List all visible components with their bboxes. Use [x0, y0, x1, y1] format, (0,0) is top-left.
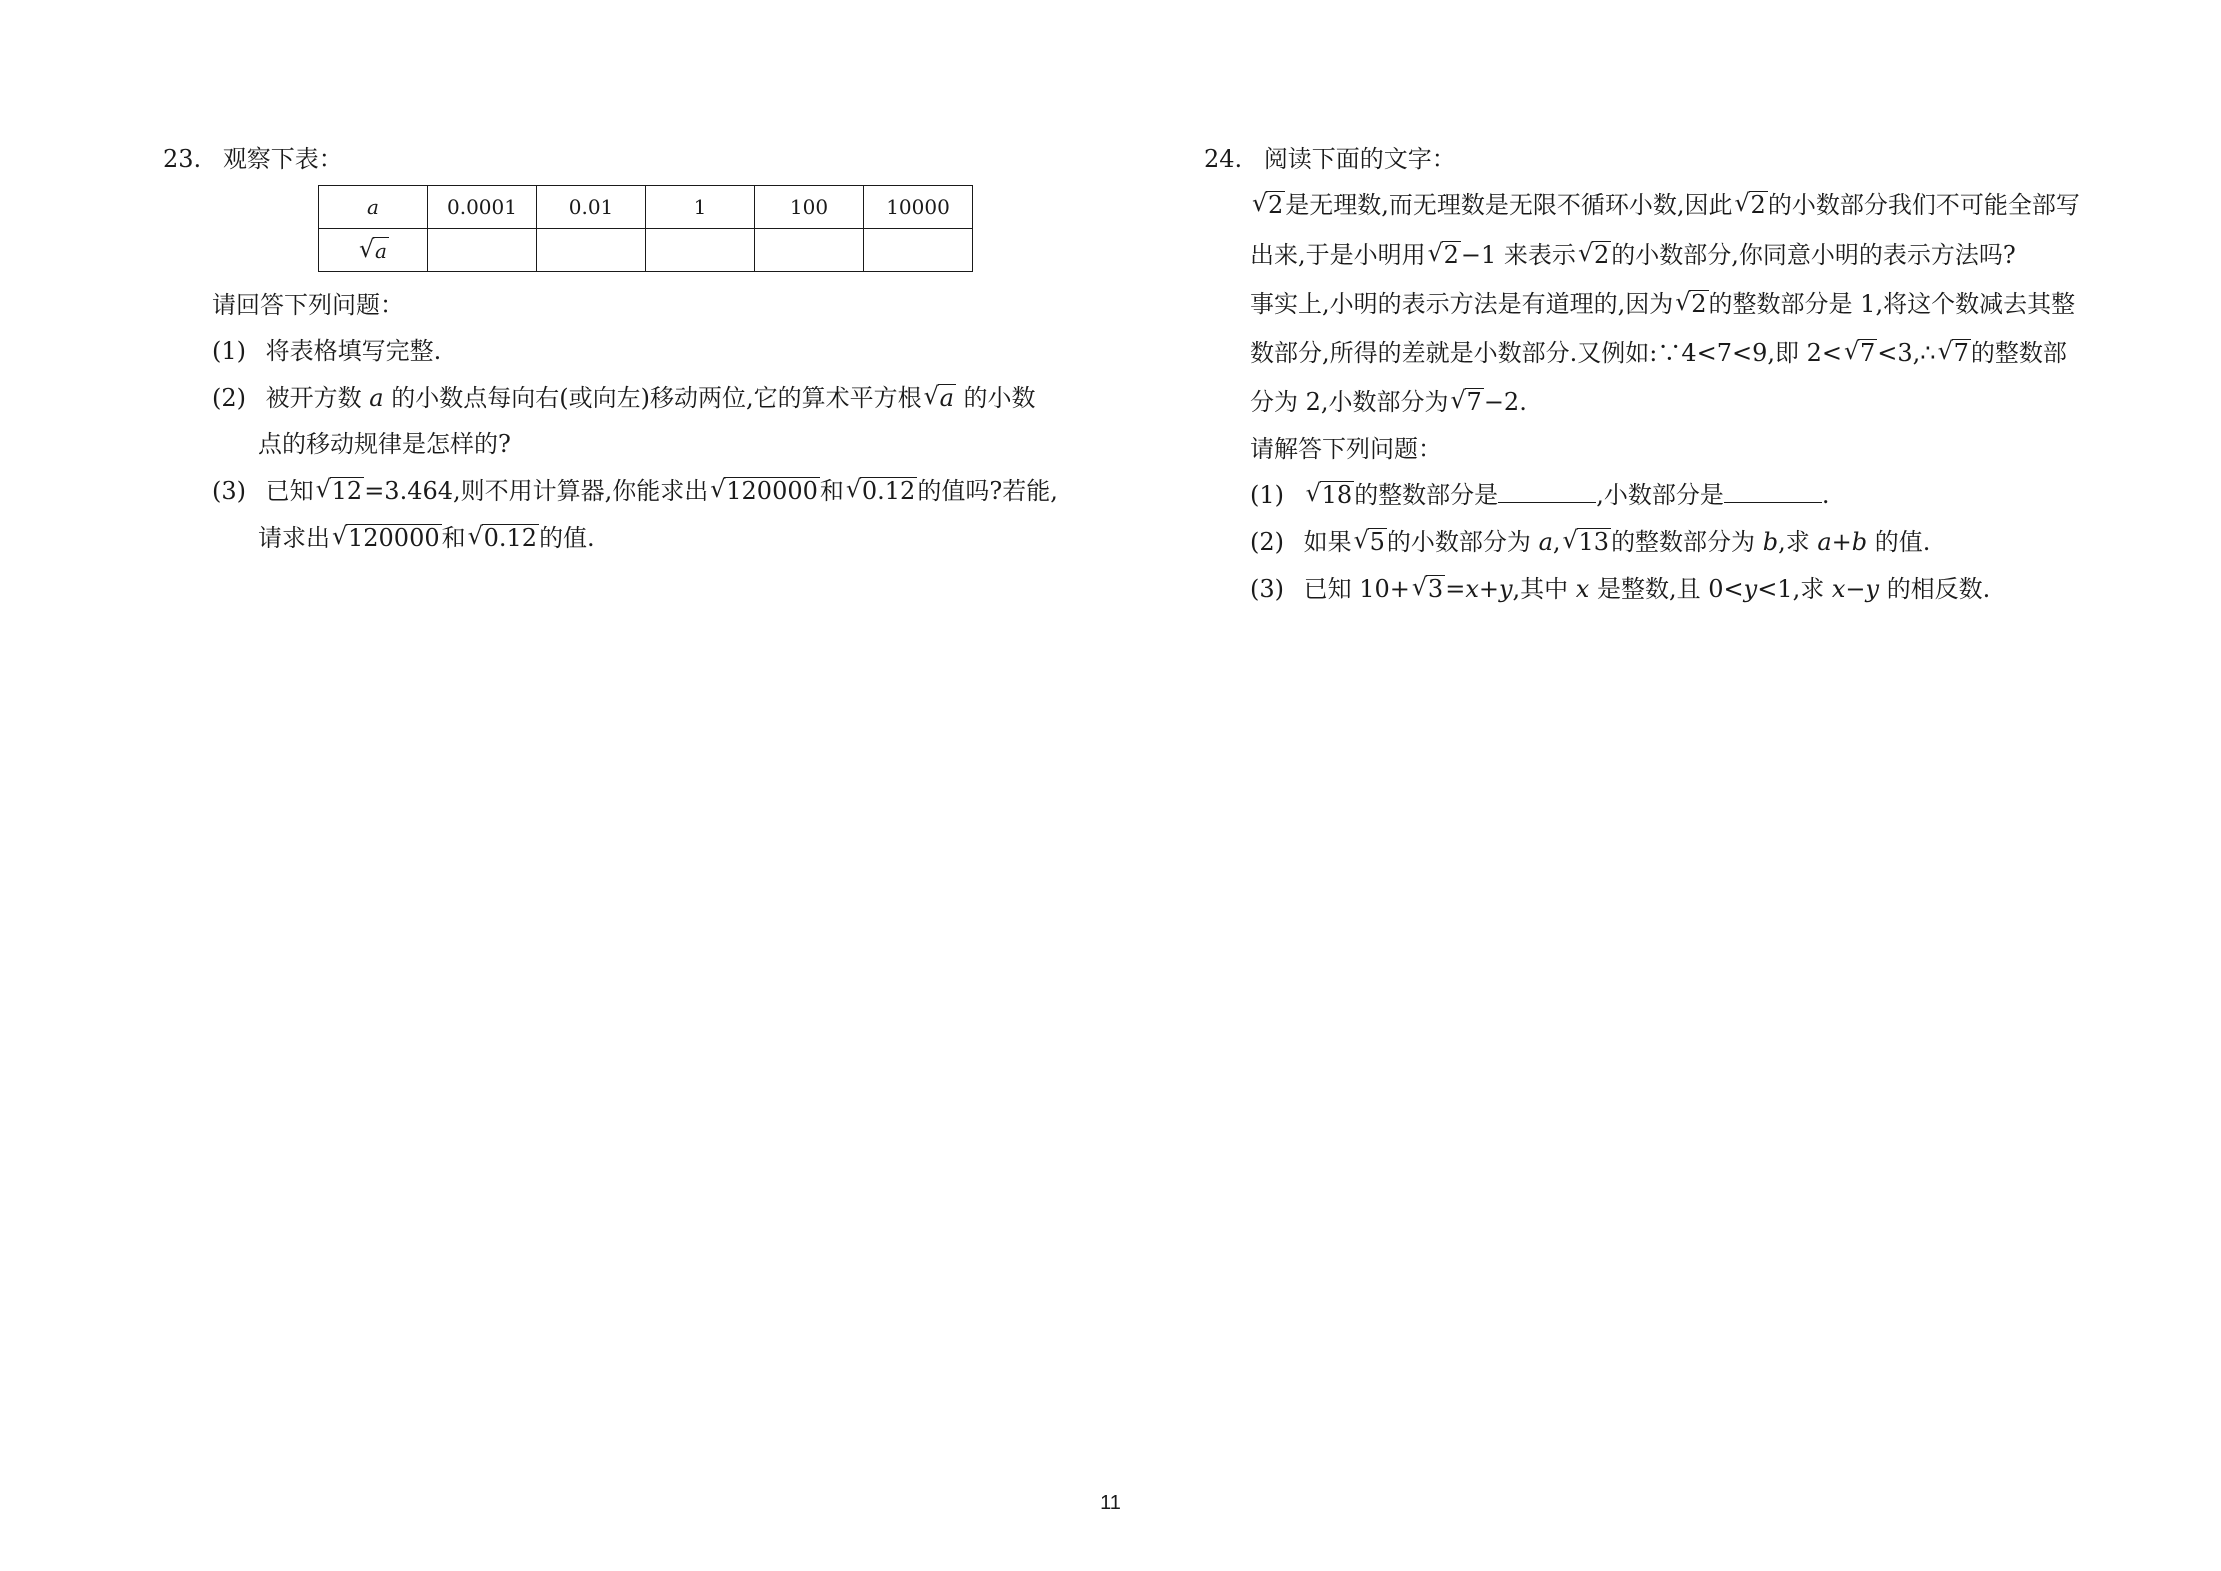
- table-cell-empty: [537, 229, 646, 272]
- q24-title: 阅读下面的文字：: [1263, 145, 1456, 173]
- table-cell: 100: [755, 186, 864, 229]
- observation-table: [318, 185, 973, 272]
- table-cell-empty: [864, 229, 973, 272]
- table-row: [319, 186, 973, 229]
- table-header-sqrt-a: √ a: [319, 229, 428, 272]
- answer-blank[interactable]: [1724, 480, 1822, 503]
- q24-prompt: 请解答下列问题：: [1250, 435, 1442, 463]
- table-cell: 1: [646, 186, 755, 229]
- q24-part-2: (2) 如果√ 5的小数部分为 a,√ 13的整数部分为 b,求 a+b 的值.: [1250, 525, 1930, 559]
- table-header-a: a: [319, 186, 428, 229]
- q24-header: [1204, 142, 1456, 176]
- table-cell: 0.01: [537, 186, 646, 229]
- q23-part-2-cont: 点的移动规律是怎样的?: [258, 430, 511, 458]
- q23-header: [163, 142, 343, 176]
- table-cell-empty: [428, 229, 537, 272]
- q24-text-line-4: 数部分,所得的差就是小数部分.又例如:∵4<7<9,即 2<√ 7<3,∴√ 7的整数部: [1250, 336, 2067, 370]
- table-row: [319, 229, 973, 272]
- q23-number: 23.: [163, 145, 202, 173]
- q24-text-line-3: 事实上,小明的表示方法是有道理的,因为√ 2的整数部分是 1,将这个数减去其整: [1250, 287, 2075, 321]
- table-cell-empty: [646, 229, 755, 272]
- table-cell: 10000: [864, 186, 973, 229]
- q24-number: 24.: [1204, 145, 1243, 173]
- table-cell-empty: [755, 229, 864, 272]
- q24-text-line-5: 分为 2,小数部分为√ 7−2.: [1250, 385, 1527, 419]
- q23-title: 观察下表：: [222, 145, 343, 173]
- q24-part-1: (1) √ 18的整数部分是 ,小数部分是 .: [1250, 478, 1829, 512]
- q24-text-line-2: 出来,于是小明用√ 2−1 来表示√ 2的小数部分,你同意小明的表示方法吗?: [1250, 238, 2016, 272]
- table-cell: 0.0001: [428, 186, 537, 229]
- q23-part-3: (3) 已知√ 12=3.464,则不用计算器,你能求出√ 120000和√ 0.12的值吗?若能,: [212, 474, 1058, 508]
- q23-part-2: (2) 被开方数 a 的小数点每向右(或向左)移动两位,它的算术平方根√ a 的小数: [212, 381, 1036, 415]
- q23-part-1: (1) 将表格填写完整.: [212, 337, 442, 365]
- q23-prompt: 请回答下列问题：: [212, 291, 404, 319]
- q24-text-line-1: √ 2是无理数,而无理数是无限不循环小数,因此√ 2的小数部分我们不可能全部写: [1250, 188, 2080, 222]
- answer-blank[interactable]: [1498, 480, 1596, 503]
- q23-part-3-cont: 请求出√ 120000和√ 0.12的值.: [258, 521, 595, 555]
- q24-part-3: (3) 已知 10+√ 3=x+y,其中 x 是整数,且 0<y<1,求 x−y 的相反数.: [1250, 572, 1990, 606]
- page-number: 11: [1100, 1492, 1121, 1514]
